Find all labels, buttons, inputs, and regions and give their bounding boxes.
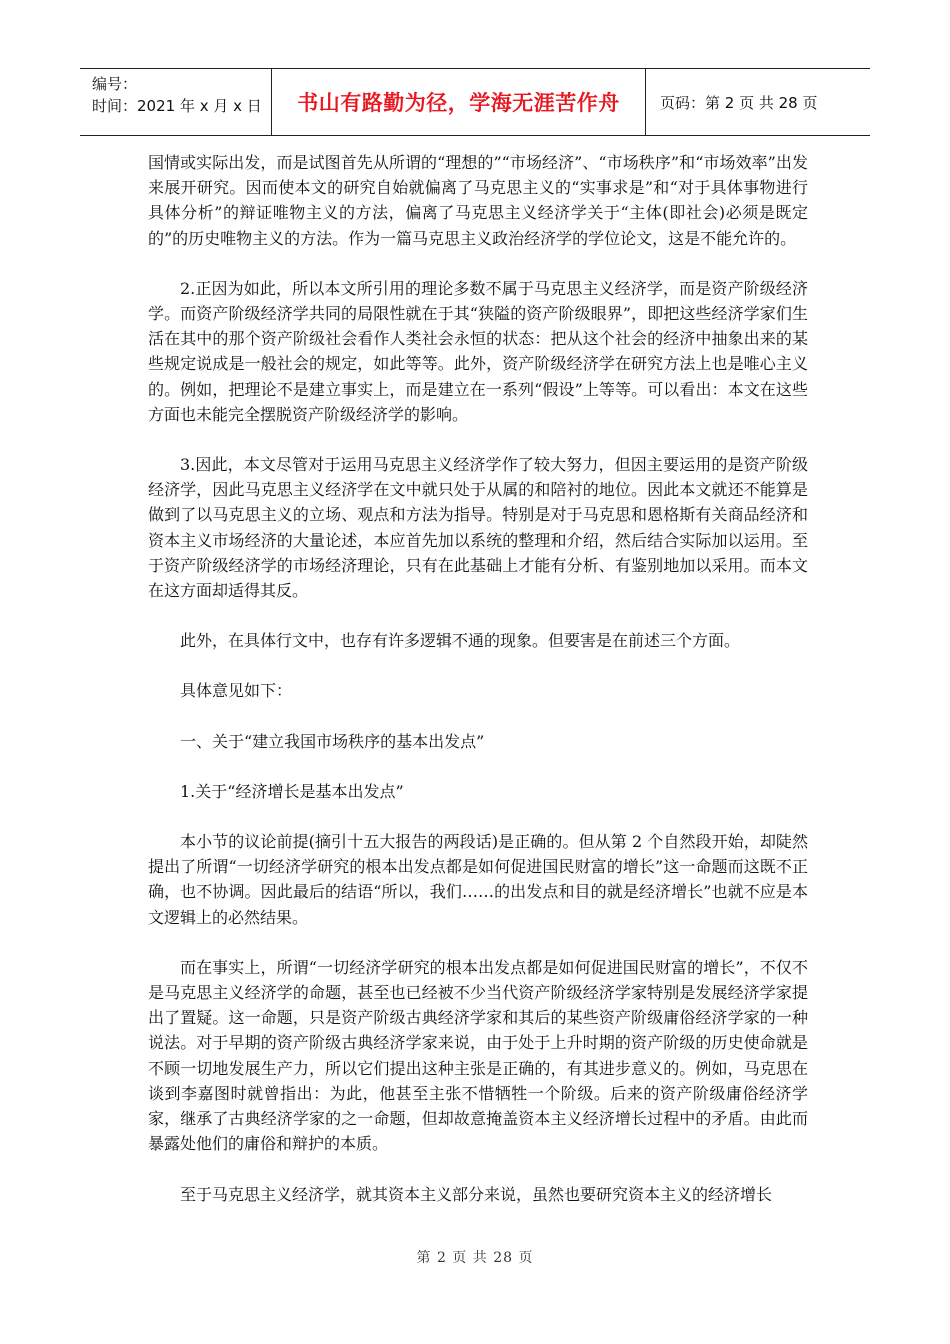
header-motto: 书山有路勤为径，学海无涯苦作舟 <box>297 91 620 115</box>
header-motto-cell <box>272 69 646 135</box>
document-body <box>148 150 808 1207</box>
paragraph-specific-opinions: 具体意见如下： <box>180 681 293 701</box>
document-date: 时间：2021 年 x 月 x 日 <box>92 97 262 115</box>
document-number-label: 编号： <box>92 75 138 93</box>
header-page-info: 页码：第 2 页 共 28 页 <box>660 93 818 112</box>
page-footer: 第 2 页 共 28 页 <box>416 1250 534 1266</box>
paragraph-marxist-economics: 至于马克思主义经济学，就其资本主义部分来说，虽然也要研究资本主义的经济增长 <box>180 1184 773 1204</box>
paragraph-premise: 本小节的议论前提(摘引十五大报告的两段话)是正确的。但从第 2 个自然段开始，却陡然提出了所谓“一切经济学研究的根本出发点都是如何促进国民财富的增长”这一命题而这既不正确，也不协调。因此最后的结语“所以，我们……的出发点和目的就是经济增长”也就不应是本文逻辑上的必然结果。 <box>148 832 808 927</box>
section-heading-1: 一、关于“建立我国市场秩序的基本出发点” <box>180 731 485 751</box>
header-meta <box>80 69 272 135</box>
paragraph-additional-note: 此外，在具体行文中，也存有许多逻辑不通的现象。但要害是在前述三个方面。 <box>180 631 741 651</box>
header-page-info-cell <box>646 69 870 135</box>
page-header <box>80 68 870 136</box>
paragraph-continuation: 国情或实际出发，而是试图首先从所谓的“理想的”“市场经济”、“市场秩序”和“市场效率”出发来展开研究。因而使本文的研究自始就偏离了马克思主义的“实事求是”和“对于具体事物进行具体分析”的辩证唯物主义的方法，偏离了马克思主义经济学关于“主体(即社会)必须是既定的”的历史唯物主义的方法。作为一篇马克思主义政治经济学的学位论文，这是不能允许的。 <box>148 153 808 248</box>
paragraph-point-3: 3.因此，本文尽管对于运用马克思主义经济学作了较大努力，但因主要运用的是资产阶级经济学，因此马克思主义经济学在文中就只处于从属的和陪衬的地位。因此本文就还不能算是做到了以马克思主义的立场、观点和方法为指导。特别是对于马克思和恩格斯有关商品经济和资本主义市场经济的大量论述，本应首先加以系统的整理和介绍，然后结合实际加以运用。至于资产阶级经济学的市场经济理论，只有在此基础上才能有分析、有鉴别地加以采用。而本文在这方面却适得其反。 <box>148 455 808 601</box>
paragraph-in-fact: 而在事实上，所谓“一切经济学研究的根本出发点都是如何促进国民财富的增长”，不仅不是马克思主义经济学的命题，甚至也已经被不少当代资产阶级经济学家特别是发展经济学家提出了置疑。这一命题，只是资产阶级古典经济学家和其后的某些资产阶级庸俗经济学家的一种说法。对于早期的资产阶级古典经济学家来说，由于处于上升时期的资产阶级的历史使命就是不顾一切地发展生产力，所以它们提出这种主张是正确的，有其进步意义的。例如，马克思在谈到李嘉图时就曾指出：为此，他甚至主张不惜牺牲一个阶级。后来的资产阶级庸俗经济学家，继承了古典经济学家的之一命题，但却故意掩盖资本主义经济增长过程中的矛盾。由此而暴露处他们的庸俗和辩护的本质。 <box>148 957 808 1154</box>
subsection-heading-1-1: 1.关于“经济增长是基本出发点” <box>180 781 404 801</box>
paragraph-point-2: 2.正因为如此，所以本文所引用的理论多数不属于马克思主义经济学，而是资产阶级经济学。而资产阶级经济学共同的局限性就在于其“狭隘的资产阶级眼界”，即把这些经济学家们生活在其中的那个资产阶级社会看作人类社会永恒的状态：把从这个社会的经济中抽象出来的某些规定说成是一般社会的规定，如此等等。此外，资产阶级经济学在研究方法上也是唯心主义的。例如，把理论不是建立事实上，而是建立在一系列“假设”上等等。可以看出：本文在这些方面也未能完全摆脱资产阶级经济学的影响。 <box>148 278 808 424</box>
